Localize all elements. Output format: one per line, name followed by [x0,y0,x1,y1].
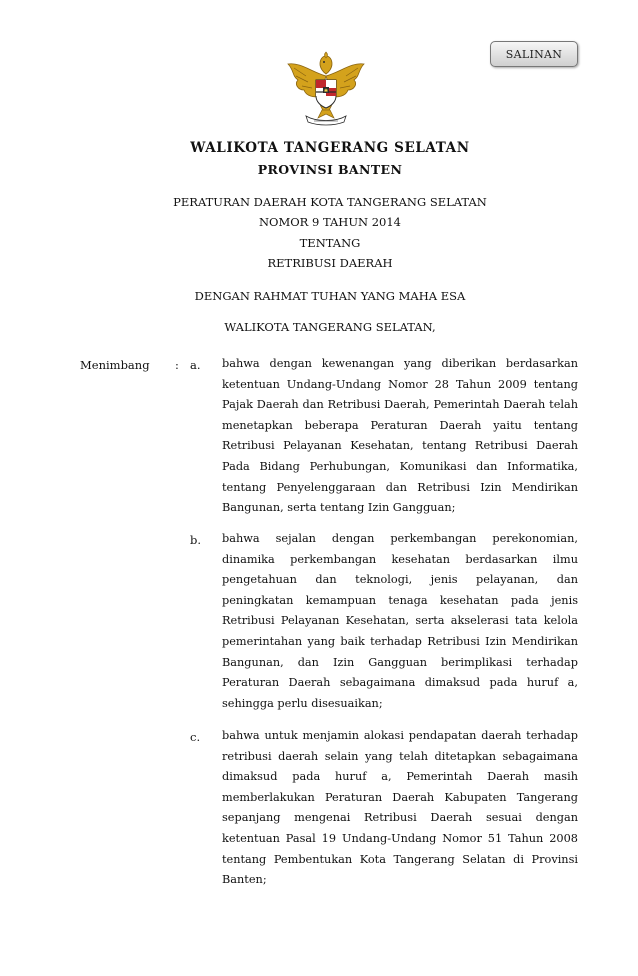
regulation-subject: RETRIBUSI DAERAH [267,256,393,270]
considering-item-c: bahwa untuk menjamin alokasi pendapatan daerah terhadap retribusi daerah selain yang telah ditetapkan sebagaimana dimaksud pada huruf a, Pemerintah Daerah masih memberlakukan Peraturan Daerah Kabupaten Tangerang sepanjang mengenai Retribusi Daerah sesuai dengan ketentuan Pasal 19 Undang-Undang Nomor 51 Tahun 2008 tentang Pembentukan Kota Tangerang Selatan di Provinsi Banten; [222,729,578,887]
about-label: TENTANG [299,236,361,250]
mayor-line: WALIKOTA TANGERANG SELATAN, [224,320,436,334]
considering-colon: : [175,358,179,372]
considering-item-b: bahwa sejalan dengan perkembangan perekonomian, dinamika perkembangan kesehatan berdasarkan ilmu pengetahuan dan teknologi, jenis pelayanan, dan peningkatan kemampuan tenaga kesehatan pada jenis Retribusi Pelayanan Kesehatan, serta akselerasi tata kelola pemerintahan yang baik terhadap Retribusi Izin Mendirikan Bangunan, dan Izin Gangguan berimplikasi terhadap Peraturan Daerah sebagaimana dimaksud pada huruf a, sehingga perlu disesuaikan; [222,532,578,710]
considering-label: Menimbang [80,358,150,372]
blessing-line: DENGAN RAHMAT TUHAN YANG MAHA ESA [194,289,466,303]
regulation-heading: PERATURAN DAERAH KOTA TANGERANG SELATAN [173,195,487,209]
regulation-number: NOMOR 9 TAHUN 2014 [258,215,402,229]
considering-item-a: bahwa dengan kewenangan yang diberikan berdasarkan ketentuan Undang-Undang Nomor 28 Tahun 2009 tentang Pajak Daerah dan Retribusi Daerah, Pemerintah Daerah telah menetapkan beberapa Peraturan Daerah yaitu tentang Retribusi Pelayanan Kesehatan, tentang Retribusi Daerah Pada Bidang Perhubungan, Komunikasi dan Informatika, tentang Penyelenggaraan dan Retribusi Izin Mendirikan Bangunan, serta tentang Izin Gangguan; [222,357,578,515]
item-letter-c: c. [190,730,201,744]
item-letter-a: a. [190,358,201,372]
garuda-pancasila-emblem-icon [282,50,370,130]
item-letter-b: b. [190,533,202,547]
salinan-stamp: SALINAN [490,41,578,67]
page-title: WALIKOTA TANGERANG SELATAN [190,140,470,156]
province-heading: PROVINSI BANTEN [257,162,403,177]
